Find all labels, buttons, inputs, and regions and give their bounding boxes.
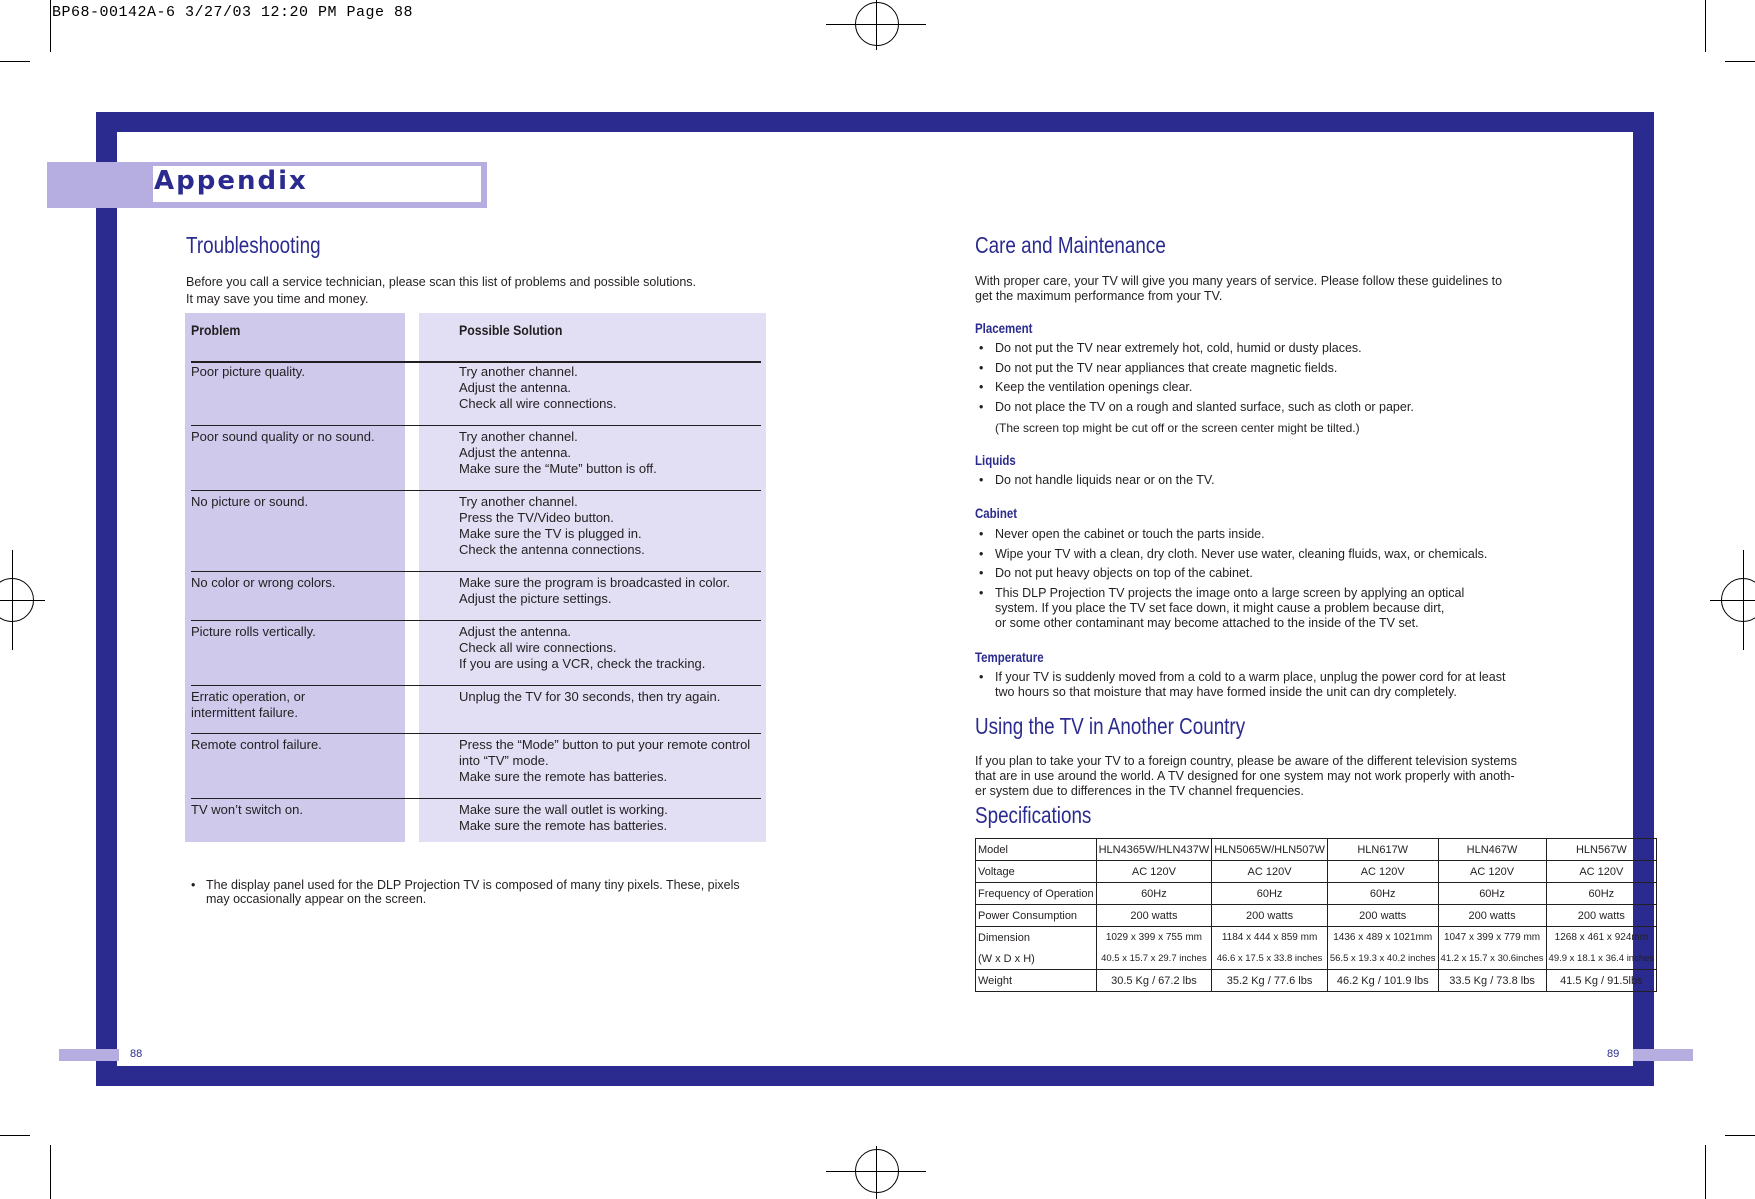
- solution-text: Adjust the antenna.: [459, 445, 572, 460]
- page-title: Appendix: [154, 166, 308, 196]
- pixel-note-line-1: The display panel used for the DLP Projection TV is composed of many tiny pixels. These, pixels: [206, 878, 740, 892]
- row-divider: [191, 798, 761, 799]
- spec-cell: 46.6 x 17.5 x 33.8 inches: [1212, 948, 1328, 970]
- solution-text: Try another channel.: [459, 494, 578, 509]
- care-heading: Care and Maintenance: [975, 232, 1166, 258]
- spec-cell: 200 watts: [1212, 905, 1328, 927]
- bullet-marker: •: [979, 473, 984, 487]
- list-item: Do not place the TV on a rough and slanted surface, such as cloth or paper.: [995, 399, 1414, 414]
- bullet-marker: •: [979, 566, 984, 580]
- problem-text: Remote control failure.: [191, 737, 322, 752]
- problem-text: intermittent failure.: [191, 705, 298, 720]
- spec-label: Frequency of Operation: [976, 883, 1097, 905]
- bullet-marker: •: [191, 878, 196, 892]
- solution-text: Try another channel.: [459, 429, 578, 444]
- cabinet-heading: Cabinet: [975, 506, 1018, 521]
- spec-cell: 40.5 x 15.7 x 29.7 inches: [1096, 948, 1212, 970]
- row-divider: [191, 733, 761, 734]
- page-tab-right: [1633, 1049, 1693, 1061]
- temperature-line: If your TV is suddenly moved from a cold to a warm place, unplug the power cord for at least: [995, 670, 1506, 684]
- row-divider: [191, 685, 761, 686]
- spec-label: Dimension: [976, 927, 1097, 949]
- temperature-line: two hours so that moisture that may have formed inside the unit can dry completely.: [995, 685, 1457, 699]
- solution-text: Adjust the antenna.: [459, 380, 572, 395]
- spec-cell: 200 watts: [1327, 905, 1438, 927]
- spec-cell: 60Hz: [1212, 883, 1328, 905]
- print-slug: BP68-00142A-6 3/27/03 12:20 PM Page 88: [52, 4, 414, 21]
- bullet-marker: •: [979, 360, 984, 375]
- list-item: Do not handle liquids near or on the TV.: [995, 473, 1215, 487]
- troubleshooting-intro-2: It may save you time and money.: [186, 292, 369, 306]
- bullet-marker: •: [979, 527, 984, 541]
- bullet-marker: •: [979, 546, 984, 561]
- spec-cell: 60Hz: [1438, 883, 1546, 905]
- problem-text: Picture rolls vertically.: [191, 624, 316, 639]
- spec-cell: 49.9 x 18.1 x 36.4 inches: [1546, 948, 1657, 970]
- spec-cell: AC 120V: [1212, 861, 1328, 883]
- problem-text: TV won’t switch on.: [191, 802, 303, 817]
- spec-cell: 41.5 Kg / 91.5lbs: [1546, 970, 1657, 992]
- pixel-note-line-2: may occasionally appear on the screen.: [206, 892, 427, 906]
- spec-label: Model: [976, 839, 1097, 861]
- spec-row-dimension-mm: [976, 927, 1657, 949]
- problem-text: Poor sound quality or no sound.: [191, 429, 375, 444]
- solution-text: Make sure the TV is plugged in.: [459, 526, 642, 541]
- spec-label: Weight: [976, 970, 1097, 992]
- spec-cell: 41.2 x 15.7 x 30.6inches: [1438, 948, 1546, 970]
- solution-text: Make sure the wall outlet is working.: [459, 802, 668, 817]
- spec-cell: AC 120V: [1096, 861, 1212, 883]
- solution-text: Make sure the “Mute” button is off.: [459, 461, 657, 476]
- another-country-line: that are in use around the world. A TV designed for one system may not work properly with anoth-: [975, 769, 1515, 783]
- list-item: Wipe your TV with a clean, dry cloth. Never use water, cleaning fluids, wax, or chemicals.: [995, 546, 1488, 561]
- spec-cell: AC 120V: [1546, 861, 1657, 883]
- spec-row-frequency: [976, 883, 1657, 905]
- spec-row-power: [976, 905, 1657, 927]
- solution-text: Try another channel.: [459, 364, 578, 379]
- another-country-line: er system due to differences in the TV channel frequencies.: [975, 784, 1304, 798]
- spec-cell: 56.5 x 19.3 x 40.2 inches: [1327, 948, 1438, 970]
- cabinet-dlp-line: This DLP Projection TV projects the image onto a large screen by applying an optical: [995, 586, 1465, 600]
- solution-text: If you are using a VCR, check the tracking.: [459, 656, 706, 671]
- list-item: Keep the ventilation openings clear.: [995, 380, 1193, 394]
- solution-text: Make sure the remote has batteries.: [459, 818, 668, 833]
- spec-row-dimension-in: [976, 948, 1657, 970]
- spec-cell: 30.5 Kg / 67.2 lbs: [1096, 970, 1212, 992]
- bullet-marker: •: [979, 399, 984, 414]
- spec-label: (W x D x H): [976, 948, 1097, 970]
- spec-cell: 1047 x 399 x 779 mm: [1438, 927, 1546, 949]
- spec-cell: HLN5065W/HLN507W: [1212, 839, 1328, 861]
- temperature-heading: Temperature: [975, 650, 1044, 665]
- problem-text: Poor picture quality.: [191, 364, 305, 379]
- bullet-marker: •: [979, 586, 984, 600]
- bullet-marker: •: [979, 670, 984, 684]
- spec-cell: AC 120V: [1327, 861, 1438, 883]
- page-number-left: 88: [130, 1048, 143, 1060]
- solution-text: Check all wire connections.: [459, 640, 617, 655]
- spec-cell: 1436 x 489 x 1021mm: [1327, 927, 1438, 949]
- placement-note: (The screen top might be cut off or the screen center might be tilted.): [995, 421, 1360, 435]
- specifications-heading: Specifications: [975, 802, 1092, 828]
- solution-text: Press the TV/Video button.: [459, 510, 614, 525]
- another-country-heading: Using the TV in Another Country: [975, 713, 1246, 739]
- list-item: Never open the cabinet or touch the parts inside.: [995, 527, 1265, 541]
- problem-column-header: Problem: [191, 322, 241, 338]
- spec-cell: 46.2 Kg / 101.9 lbs: [1327, 970, 1438, 992]
- row-divider: [191, 571, 761, 572]
- care-intro-2: get the maximum performance from your TV.: [975, 289, 1223, 303]
- troubleshooting-intro-1: Before you call a service technician, please scan this list of problems and possible solutions.: [186, 275, 696, 289]
- liquids-heading: Liquids: [975, 453, 1016, 468]
- spec-cell: HLN467W: [1438, 839, 1546, 861]
- solution-text: Adjust the picture settings.: [459, 591, 612, 606]
- solution-text: into “TV” mode.: [459, 753, 549, 768]
- spec-cell: AC 120V: [1438, 861, 1546, 883]
- care-intro-1: With proper care, your TV will give you many years of service. Please follow these guidelines to: [975, 274, 1503, 288]
- placement-heading: Placement: [975, 321, 1033, 336]
- solution-text: Make sure the program is broadcasted in color.: [459, 575, 730, 590]
- solution-text: Check all wire connections.: [459, 396, 617, 411]
- spec-cell: 60Hz: [1327, 883, 1438, 905]
- cabinet-dlp-line: system. If you place the TV set face down, it might cause a problem because dirt,: [995, 601, 1445, 615]
- troubleshooting-heading: Troubleshooting: [186, 232, 321, 258]
- row-divider: [191, 620, 761, 621]
- problem-text: No picture or sound.: [191, 494, 309, 509]
- another-country-line: If you plan to take your TV to a foreign country, please be aware of the different television systems: [975, 754, 1517, 768]
- spec-cell: 1268 x 461 x 924mm: [1546, 927, 1657, 949]
- solution-column-header: Possible Solution: [459, 322, 563, 338]
- spec-row-weight: [976, 970, 1657, 992]
- list-item: Do not put heavy objects on top of the cabinet.: [995, 566, 1253, 580]
- list-item: Do not put the TV near appliances that create magnetic fields.: [995, 360, 1338, 375]
- spec-label: Voltage: [976, 861, 1097, 883]
- bullet-marker: •: [979, 341, 984, 355]
- solution-text: Check the antenna connections.: [459, 542, 645, 557]
- solution-text: Unplug the TV for 30 seconds, then try again.: [459, 689, 721, 704]
- spec-cell: 200 watts: [1438, 905, 1546, 927]
- specifications-table: [975, 838, 1657, 992]
- row-divider: [191, 425, 761, 426]
- spec-cell: HLN567W: [1546, 839, 1657, 861]
- page-number-right: 89: [1607, 1048, 1620, 1060]
- spec-cell: 200 watts: [1546, 905, 1657, 927]
- spec-cell: 1029 x 399 x 755 mm: [1096, 927, 1212, 949]
- spec-row-voltage: [976, 861, 1657, 883]
- spec-cell: HLN4365W/HLN437W: [1096, 839, 1212, 861]
- solution-text: Make sure the remote has batteries.: [459, 769, 668, 784]
- spec-cell: 35.2 Kg / 77.6 lbs: [1212, 970, 1328, 992]
- bullet-marker: •: [979, 380, 984, 394]
- problem-text: Erratic operation, or: [191, 689, 306, 704]
- solution-text: Adjust the antenna.: [459, 624, 572, 639]
- spec-cell: 60Hz: [1096, 883, 1212, 905]
- solution-text: Press the “Mode” button to put your remote control: [459, 737, 751, 752]
- problem-text: No color or wrong colors.: [191, 575, 336, 590]
- spec-cell: 200 watts: [1096, 905, 1212, 927]
- table-header-rule: [191, 361, 761, 363]
- row-divider: [191, 490, 761, 491]
- cabinet-dlp-line: or some other contaminant may become attached to the inside of the TV set.: [995, 616, 1419, 630]
- spec-label: Power Consumption: [976, 905, 1097, 927]
- spec-cell: 1184 x 444 x 859 mm: [1212, 927, 1328, 949]
- spec-row-model: [976, 839, 1657, 861]
- spec-cell: 33.5 Kg / 73.8 lbs: [1438, 970, 1546, 992]
- spec-cell: HLN617W: [1327, 839, 1438, 861]
- page-tab-left: [59, 1049, 119, 1061]
- spec-cell: 60Hz: [1546, 883, 1657, 905]
- list-item: Do not put the TV near extremely hot, cold, humid or dusty places.: [995, 341, 1362, 355]
